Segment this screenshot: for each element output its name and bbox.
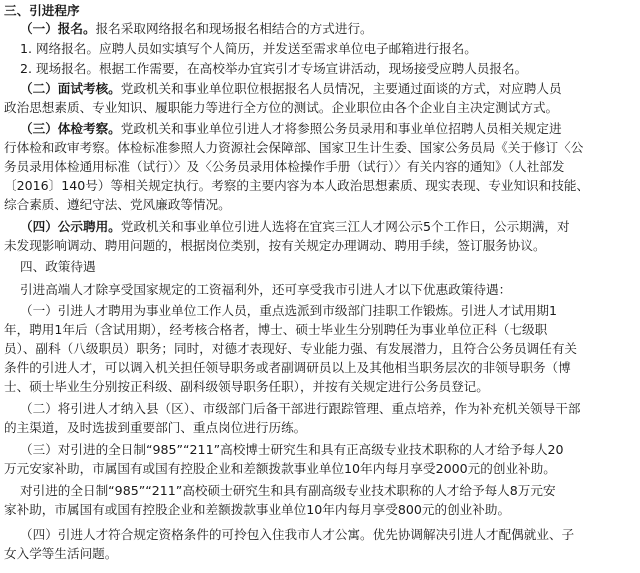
physical-line-3: 务员录用体检通用标准（试行）〉及〈公务员录用体检操作手册（试行）〉有关内容的通知》（人社部发: [4, 159, 565, 174]
physical-line-4: 〔2016〕140号）等相关规定执行。考察的主要内容为本人政治思想素质、现实表现、专业知识和技能、: [4, 178, 590, 193]
interview-line-1: 党政机关和事业单位职位根据报名人员情况，主要通过面谈的方式，对应聘人员: [120, 81, 562, 96]
paragraph-physical: [20, 120, 562, 138]
physical-line-2: 行体检和政审考察。体检标准参照人力资源社会保障部、国家卫生计生委、国家公务员局《关于修订〈公: [4, 140, 584, 155]
policy-1-line-2: 年，聘用1年后（含试用期），经考核合格者，博士、硕士毕业生分别聘任为事业单位正科（七级职: [4, 322, 548, 337]
interview-line-2: 政治思想素质、专业知识、履职能力等进行全方位的测试。企业职位由各个企业自主决定测试方式。: [4, 100, 559, 115]
policy-4-line-2: 女入学等生活问题。: [4, 546, 118, 561]
online-registration: 1. 网络报名。应聘人员如实填写个人简历，并发送至需求单位电子邮箱进行报名。: [20, 41, 477, 56]
paragraph-publicity: [20, 218, 570, 236]
paragraph-registration: [20, 20, 373, 38]
publicity-line-1: 党政机关和事业单位引进人选将在宜宾三江人才网公示5个工作日，公示期满，对: [120, 219, 570, 234]
policy-3-line-2: 万元安家补助，市属国有或国有控股企业和差额拨款事业单位10年内每月享受2000元的创业补助。: [4, 461, 556, 476]
publicity-tag: （四）公示聘用。: [20, 219, 121, 234]
policy-1-line-3: 员）、副科（八级职员）职务；同时，对德才表现好、专业能力强、有发展潜力，且符合公务员调任有关: [4, 341, 578, 356]
physical-line-1: 党政机关和事业单位引进人才将参照公务员录用和事业单位招聘人员相关规定进: [120, 121, 562, 136]
section-heading-4: 四、政策待遇: [20, 259, 96, 274]
policy-1-line-4: 条件的引进人才，可以调入机关担任领导职务或者副调研员以上及其他相当职务层次的非领导职务（博: [4, 360, 571, 375]
policy-2-line-2: 的主渠道，及时选拔到重要部门、重点岗位进行历练。: [4, 420, 307, 435]
policy-1-line-1: （一）引进人才聘用为事业单位工作人员，重点选派到市级部门挂职工作锻炼。引进人才试用期1: [20, 303, 557, 318]
onsite-registration: 2. 现场报名。根据工作需要，在高校举办宜宾引才专场宣讲活动，现场接受应聘人员报名。: [20, 61, 528, 76]
registration-tag: （一）报名。: [20, 21, 96, 36]
policy-3-line-1: （三）对引进的全日制“985”“211”高校博士研究生和具有正高级专业技术职称的人才给予每人20: [20, 442, 564, 457]
policy-4-line-1: （四）引进人才符合规定资格条件的可拎包入住我市人才公寓。优先协调解决引进人才配偶就业、子: [20, 527, 575, 542]
policy-3-line-3: 对引进的全日制“985”“211”高校硕士研究生和具有副高级专业技术职称的人才给予每人8万元安: [20, 483, 556, 498]
paragraph-interview: [20, 80, 562, 98]
policy-1-line-5: 士、硕士毕业生分别按正科级、副科级领导职务任职），并按有关规定进行公务员登记。: [4, 379, 489, 394]
policy-3-line-4: 家补助，市属国有或国有控股企业和差额拨款事业单位10年内每月享受800元的创业补助。: [4, 502, 511, 517]
policy-2-line-1: （二）将引进人才纳入县（区）、市级部门后备干部进行跟踪管理、重点培养，作为补充机关领导干部: [20, 401, 581, 416]
policy-intro: 引进高端人才除享受国家规定的工资福利外，还可享受我市引进人才以下优惠政策待遇：: [20, 282, 512, 297]
section-heading-3: 三、引进程序: [4, 3, 80, 18]
interview-tag: （二）面试考核。: [20, 81, 121, 96]
physical-line-5: 综合素质、遵纪守法、党风廉政等情况。: [4, 197, 231, 212]
registration-text: 报名采取网络报名和现场报名相结合的方式进行。: [95, 21, 373, 36]
physical-tag: （三）体检考察。: [20, 121, 121, 136]
publicity-line-2: 未发现影响调动、聘用问题的，根据岗位类别，按有关规定办理调动、聘用手续，签订服务协议。: [4, 238, 546, 253]
